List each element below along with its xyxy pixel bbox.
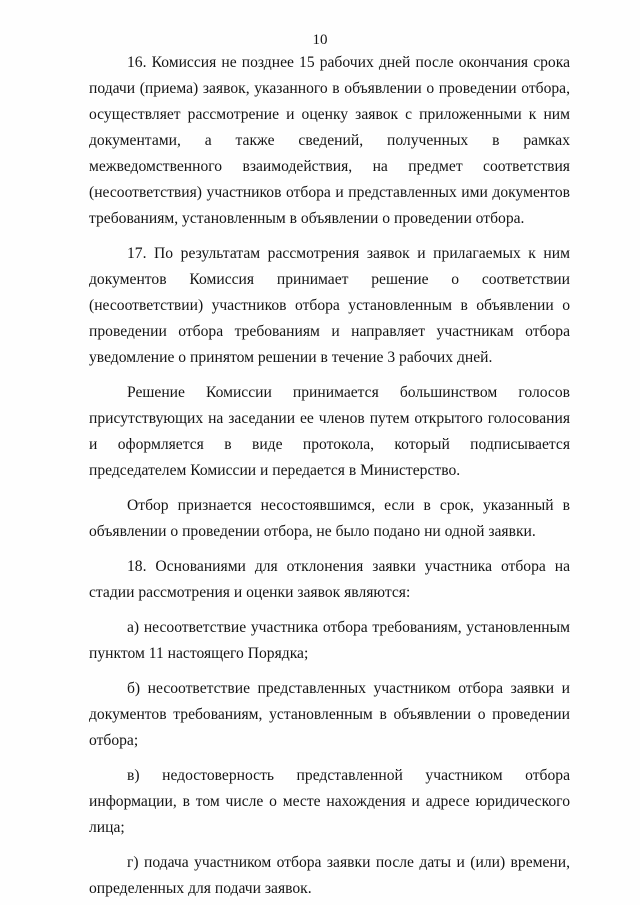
list-item-g: г) подача участником отбора заявки после даты и (или) времени, определенных для подачи заявок. [89, 854, 570, 897]
list-item-b: б) несоответствие представленных участником отбора заявки и документов требованиям, установленным в объявлении о проведении отбора; [89, 680, 570, 749]
document-body [89, 50, 570, 911]
paragraph-17: 17. По результатам рассмотрения заявок и прилагаемых к ним документов Комиссия принимает решение о соответствии (несоответствии) участников отбора установленным в объявлении о проведении отбора требованиям и направляет участникам отбора уведомление о принятом решении в течение 3 рабочих дней. [89, 245, 570, 366]
list-item-a: а) несоответствие участника отбора требованиям, установленным пунктом 11 настоящего Порядка; [89, 619, 570, 662]
paragraph-18: 18. Основаниями для отклонения заявки участника отбора на стадии рассмотрения и оценки заявок являются: [89, 558, 570, 601]
paragraph-16: 16. Комиссия не позднее 15 рабочих дней после окончания срока подачи (приема) заявок, указанного в объявлении о проведении отбора, осуществляет рассмотрение и оценку заявок с приложенными к ним документами, а также сведений, полученных в рамках межведомственного взаимодействия, на предмет соответствия (несоответствия) участников отбора и представленных ими документов требованиям, установленным в объявлении о проведении отбора. [89, 54, 570, 227]
paragraph-decision: Решение Комиссии принимается большинством голосов присутствующих на заседании ее членов путем открытого голосования и оформляется в виде протокола, который подписывается председателем Комиссии и передается в Министерство. [89, 384, 570, 479]
list-item-v: в) недостоверность представленной участником отбора информации, в том числе о месте нахождения и адресе юридического лица; [89, 767, 570, 836]
paragraph-failed-selection: Отбор признается несостоявшимся, если в срок, указанный в объявлении о проведении отбора, не было подано ни одной заявки. [89, 497, 570, 540]
page-number: 10 [312, 32, 328, 48]
